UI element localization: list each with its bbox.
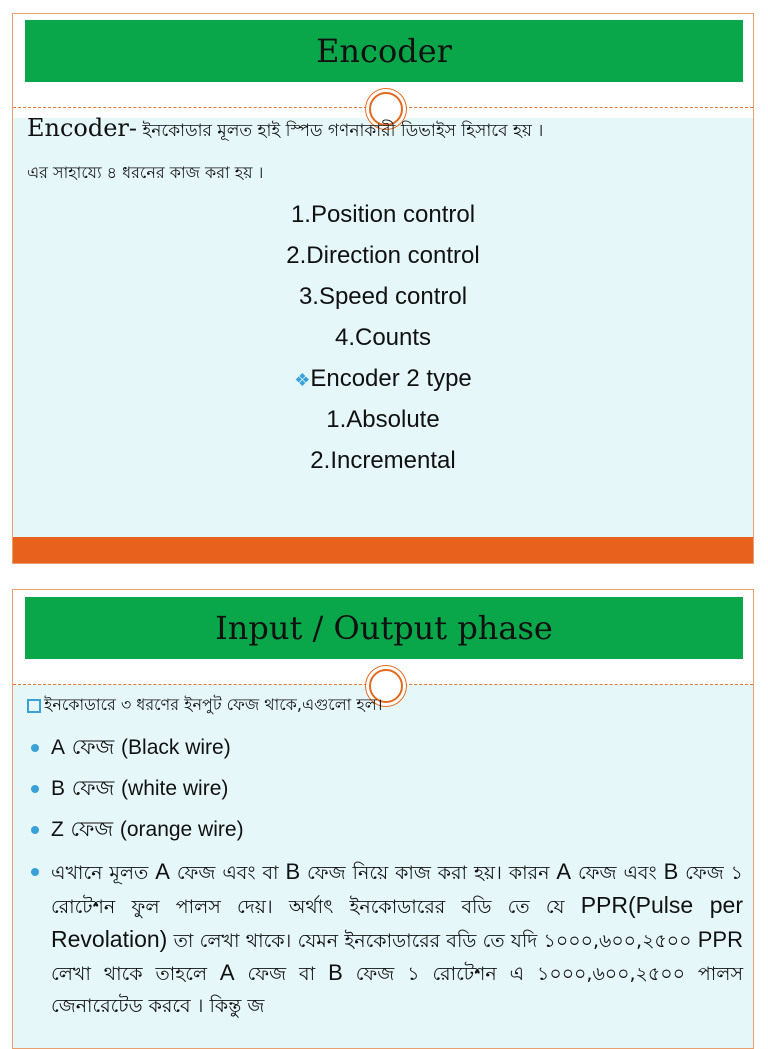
para-term: PPR(Pulse per Revolation) [51,892,743,952]
para-letter: B [663,859,679,884]
para-letter: A [219,960,235,985]
list-item [31,768,743,809]
intro-line [27,114,543,146]
intro-line-2: এর সাহায্যে ৪ ধরনের কাজ করা হয় । [27,163,264,182]
slide-encoder [12,13,754,564]
intro-text: ইনকোডারে ৩ ধরণের ইনপুট ফেজ থাকে,এগুলো হল। [44,695,383,714]
intro-text: ইনকোডার মূলত হাই স্পিড গণনাকারী ডিভাইস হিসাবে হয় । [137,121,544,141]
diamond-bullet-icon: ❖ [294,370,311,390]
list-item: 2.Direction control [286,242,480,269]
phase-letter: Z [51,818,64,841]
phase-label: ফেজ [65,776,122,800]
para-text: ফেজ বা [234,963,329,985]
wire-color: (orange wire) [119,818,244,841]
phase-label: ফেজ [65,735,122,759]
explanation-paragraph [31,856,743,1022]
list-item: 1.Position control [290,201,476,228]
para-text: এখানে মূলত [51,862,156,884]
function-list [13,194,753,481]
checkbox-bullet-icon [27,699,41,713]
intro-term: Encoder- [27,114,138,142]
list-item [31,809,743,850]
list-item: 2.Incremental [310,447,456,474]
list-item: 1.Absolute [326,406,440,433]
slide-footer-bar [13,537,753,563]
para-letter: B [285,859,301,884]
type-heading-row [13,358,753,399]
para-letter: A [155,859,170,884]
para-text: ফেজ এবং [571,862,664,884]
para-letter: B [328,960,343,985]
list-item [31,727,743,768]
phase-letter: A [51,736,66,759]
phase-list [31,727,743,850]
wire-color: (white wire) [121,777,229,800]
list-item: 3.Speed control [298,283,468,310]
list-item: 4.Counts [334,324,432,351]
para-text: তা লেখা থাকে। যেমন ইনকোডারের বডি তে যদি ১০০০,৬০০,২৫০০ [167,930,698,952]
para-text: ফেজ ১ রোটেশন এ ১০০০,৬০০,২৫০০ পালস জেনারেটেড করবে । কিন্তু জ [51,963,743,1017]
para-text: ফেজ এবং বা [169,862,286,884]
slide-title: Input / Output phase [25,597,743,659]
intro-line [27,692,382,719]
phase-label: ফেজ [63,817,120,841]
phase-letter: B [51,777,66,800]
para-text: ফেজ নিয়ে কাজ করা হয়। কারন [300,862,557,884]
para-text: ফেজ ১ রোটেশন ফুল পালস দেয়। অর্থাৎ ইনকোডারের বডি তে যে [51,862,744,918]
para-text: লেখা থাকে তাহলে [51,963,220,985]
type-heading: Encoder 2 type [310,365,472,392]
slide-input-output-phase [12,589,754,1049]
slide-title: Encoder [25,20,743,82]
wire-color: (Black wire) [121,736,231,759]
para-letter: A [556,859,572,884]
para-term: PPR [697,927,743,952]
